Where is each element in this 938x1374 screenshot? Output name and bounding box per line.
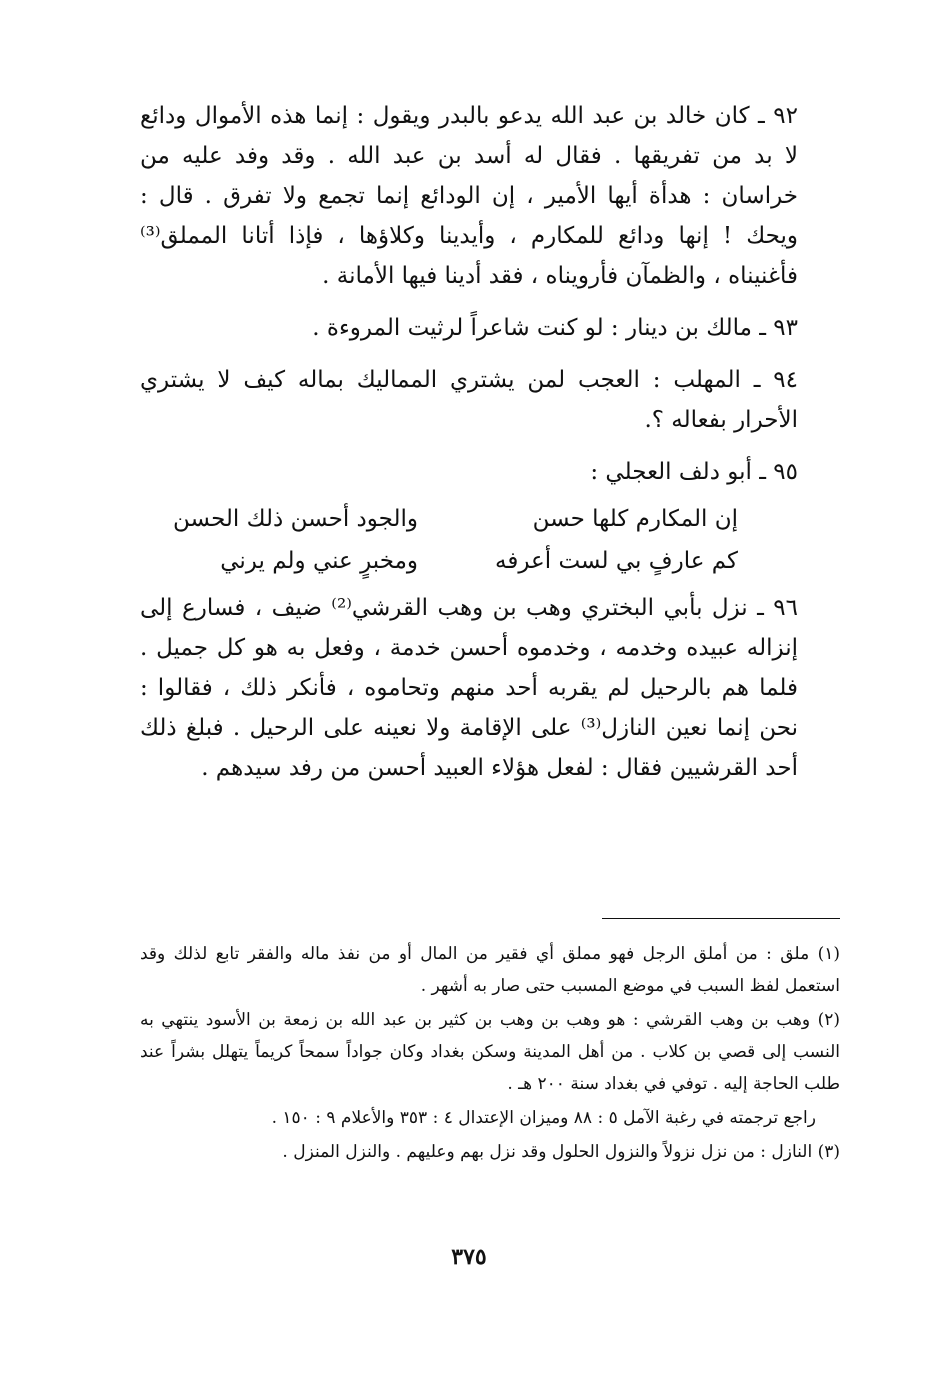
poem [140,498,798,582]
footnote-text: راجع ترجمته في رغبة الآمل ٥ : ٨٨ وميزان الإعتدال ٤ : ٣٥٣ والأعلام ٩ : ١٥٠ . [271,1108,816,1128]
footnote-2 [140,1004,840,1100]
footnote-marker: (٣) [817,1142,840,1162]
footnote-3 [140,1136,840,1168]
paragraph-96: ٩٦ ـ نزل بأبي البختري وهب بن وهب القرشي⁽²⁾ ضيف ، فسارع إلى إنزاله عبيده وخدمه ، وخدموه أحسن خدمة ، وفعل به هو كل جميل . فلما هم بالرحيل لم يقربه أحد منهم وتحاموه ، فأنكر ذلك ، فقالوا : نحن إنما نعين النازل⁽³⁾ على الإقامة ولا نعينه على الرحيل . فبلغ ذلك أحد القرشيين فقال : لفعل هؤلاء العبيد أحسن من رفد سيدهم . [140,595,799,781]
footnote-text: النازل : من نزل نزولاً والنزول الحلول وقد نزل بهم وعليهم . والنزل المنزل . [282,1142,813,1162]
paragraph-94: ٩٤ ـ المهلب : العجب لمن يشتري المماليك بماله كيف لا يشتري الأحرار بفعاله ؟. [140,367,798,433]
main-text [140,96,798,800]
footnote-text: ملق : من أملق الرجل فهو مملق أي فقير من المال أو من نفذ ماله والفقر تابع لذلك وقد استعمل لفظ السبب في موضع المسبب حتى صار به أشهر . [140,944,840,996]
poem-verse [140,498,738,540]
page-number: ٣٧٥ [451,1244,487,1270]
poem-verse [140,540,738,582]
paragraph-92: ٩٢ ـ كان خالد بن عبد الله يدعو بالبدر ويقول : إنما هذه الأموال ودائع لا بد من تفريقها . فقال له أسد بن عبد الله . وقد وفد عليه من خراسان : هدأة أيها الأمير ، إن الودائع إنما تجمع ولا تفرق . قال : ويحك ! إنها ودائع للمكارم ، وأيدينا وكلاؤها ، فإذا أتانا المملق⁽³⁾ فأغنيناه ، والظمآن فأرويناه ، فقد أدينا فيها الأمانة . [140,103,798,289]
footnote-marker: (٢) [817,1010,840,1030]
verse-first-hemistich: كم عارفٍ بي لست أعرفه [495,548,738,574]
footnote-text: وهب بن وهب القرشي : هو وهب بن وهب بن كثير بن عبد الله بن زمعة بن الأسود ينتهي به النسب إلى قصي بن كلاب . من أهل المدينة وسكن بغداد وكان جواداً سمحاً كريماً يتهلل بشراً عند طلب الحاجة إليه . توفي في بغداد سنة ٢٠٠ هـ . [140,1010,840,1094]
footnote-1 [140,938,840,1002]
verse-first-hemistich: إن المكارم كلها حسن [532,506,738,532]
footnotes [140,938,840,1170]
verse-second-hemistich: ومخبرٍ عني ولم يرني [220,548,418,574]
verse-second-hemistich: والجود أحسن ذلك الحسن [173,506,418,532]
paragraph-93: ٩٣ ـ مالك بن دينار : لو كنت شاعراً لرثيت المروءة . [312,315,798,341]
footnote-marker: (١) [817,944,840,964]
paragraph-95: ٩٥ ـ أبو دلف العجلي : [590,459,798,485]
footnote-2-references [140,1102,840,1134]
footnote-separator [602,918,840,919]
